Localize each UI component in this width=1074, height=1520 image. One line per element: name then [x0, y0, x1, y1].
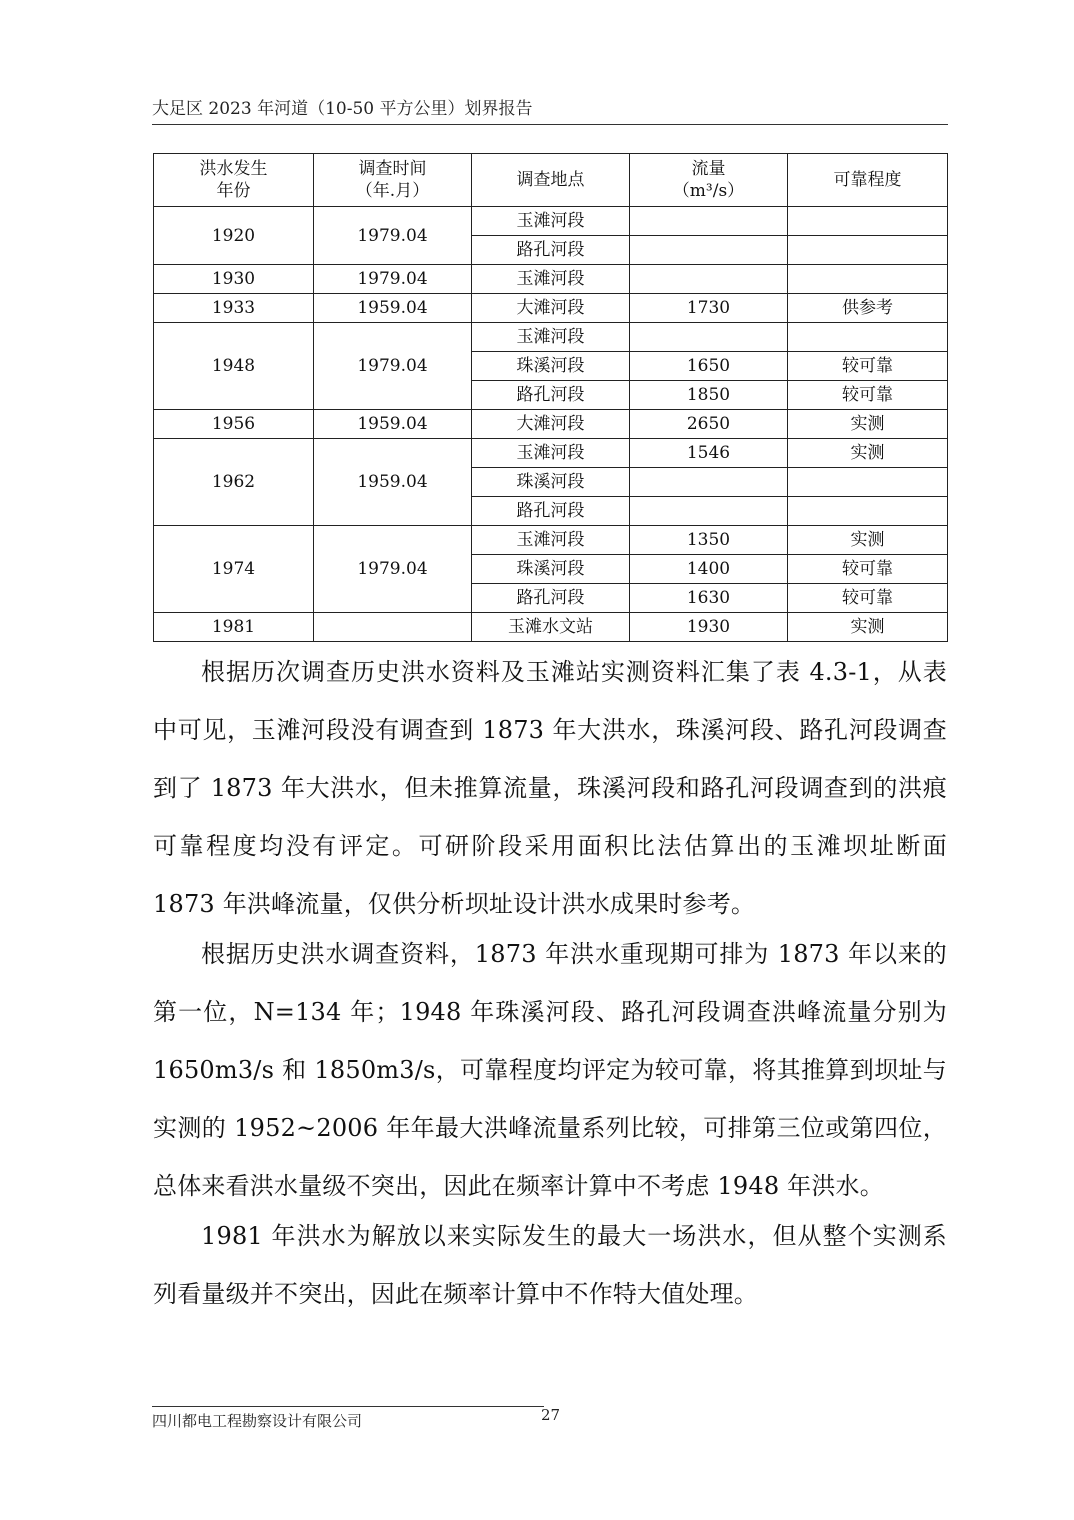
date-cell: 1959.04 [314, 410, 472, 439]
flow-cell: 1850 [630, 381, 788, 410]
header-date-line1: 调查时间 [358, 159, 427, 179]
location-cell: 路孔河段 [472, 497, 630, 526]
year-cell: 1974 [154, 526, 314, 613]
table-row [154, 294, 948, 323]
date-cell [314, 613, 472, 642]
reliability-cell [788, 236, 948, 265]
location-cell: 玉滩河段 [472, 265, 630, 294]
reliability-cell: 较可靠 [788, 584, 948, 613]
header-year [154, 154, 314, 207]
location-cell: 玉滩水文站 [472, 613, 630, 642]
flow-cell [630, 497, 788, 526]
reliability-cell: 实测 [788, 410, 948, 439]
header-year-line2: 年份 [216, 181, 251, 201]
flow-cell: 1930 [630, 613, 788, 642]
location-cell: 路孔河段 [472, 381, 630, 410]
flow-cell [630, 323, 788, 352]
reliability-cell [788, 265, 948, 294]
header-date-line2: （年.月） [355, 181, 430, 201]
year-cell: 1930 [154, 265, 314, 294]
location-cell: 珠溪河段 [472, 555, 630, 584]
location-cell: 路孔河段 [472, 584, 630, 613]
year-cell: 1920 [154, 207, 314, 265]
footer-company: 四川都电工程勘察设计有限公司 [152, 1412, 363, 1430]
table-row [154, 526, 948, 555]
flow-cell: 1630 [630, 584, 788, 613]
flow-cell: 1350 [630, 526, 788, 555]
header-date [314, 154, 472, 207]
table-row [154, 439, 948, 468]
reliability-cell [788, 497, 948, 526]
flow-cell: 1650 [630, 352, 788, 381]
reliability-cell: 供参考 [788, 294, 948, 323]
reliability-cell: 较可靠 [788, 381, 948, 410]
flow-cell: 1546 [630, 439, 788, 468]
table-row [154, 323, 948, 352]
year-cell: 1948 [154, 323, 314, 410]
date-cell: 1959.04 [314, 294, 472, 323]
date-cell: 1979.04 [314, 323, 472, 410]
body-paragraph-1: 根据历次调查历史洪水资料及玉滩站实测资料汇集了表 4.3-1，从表中可见，玉滩河段没有调查到 1873 年大洪水，珠溪河段、路孔河段调查到了 1873 年大洪水，但未推算流量，珠溪河段和路孔河段调查到的洪痕可靠程度均没有评定。可研阶段采用面积比法估算出的玉滩坝址断面 1873 年洪峰流量，仅供分析坝址设计洪水成果时参考。 [153, 658, 947, 918]
reliability-cell [788, 323, 948, 352]
location-cell: 大滩河段 [472, 294, 630, 323]
flow-cell [630, 265, 788, 294]
flow-cell: 2650 [630, 410, 788, 439]
date-cell: 1959.04 [314, 439, 472, 526]
year-cell: 1933 [154, 294, 314, 323]
header-flow-line2: （m³/s） [672, 181, 745, 201]
flow-cell [630, 207, 788, 236]
location-cell: 玉滩河段 [472, 323, 630, 352]
location-cell: 大滩河段 [472, 410, 630, 439]
reliability-cell: 实测 [788, 526, 948, 555]
reliability-cell [788, 207, 948, 236]
table-row [154, 410, 948, 439]
reliability-cell [788, 468, 948, 497]
flow-cell: 1400 [630, 555, 788, 584]
header-reliability: 可靠程度 [788, 154, 948, 207]
reliability-cell: 较可靠 [788, 352, 948, 381]
header-flow-line1: 流量 [691, 159, 726, 179]
year-cell: 1981 [154, 613, 314, 642]
location-cell: 珠溪河段 [472, 352, 630, 381]
header-year-line1: 洪水发生 [199, 159, 268, 179]
reliability-cell: 实测 [788, 613, 948, 642]
location-cell: 玉滩河段 [472, 526, 630, 555]
flow-cell [630, 468, 788, 497]
location-cell: 玉滩河段 [472, 439, 630, 468]
flow-cell: 1730 [630, 294, 788, 323]
footer-rule [152, 1406, 544, 1407]
year-cell: 1956 [154, 410, 314, 439]
table-row [154, 265, 948, 294]
reliability-cell: 较可靠 [788, 555, 948, 584]
location-cell: 玉滩河段 [472, 207, 630, 236]
date-cell: 1979.04 [314, 265, 472, 294]
table-row [154, 207, 948, 236]
running-header: 大足区 2023 年河道（10-50 平方公里）划界报告 [152, 99, 533, 119]
table-row [154, 613, 948, 642]
year-cell: 1962 [154, 439, 314, 526]
date-cell: 1979.04 [314, 526, 472, 613]
body-paragraph-3: 1981 年洪水为解放以来实际发生的最大一场洪水，但从整个实测系列看量级并不突出，因此在频率计算中不作特大值处理。 [153, 1222, 947, 1308]
flow-cell [630, 236, 788, 265]
header-location: 调查地点 [472, 154, 630, 207]
body-paragraph-2: 根据历史洪水调查资料，1873 年洪水重现期可排为 1873 年以来的第一位，N=134 年；1948 年珠溪河段、路孔河段调查洪峰流量分别为 1650m3/s 和 1850m3/s，可靠程度均评定为较可靠，将其推算到坝址与实测的 1952~2006 年年最大洪峰流量系列比较，可排第三位或第四位，总体来看洪水量级不突出，因此在频率计算中不考虑 1948 年洪水。 [153, 940, 947, 1200]
header-flow [630, 154, 788, 207]
location-cell: 珠溪河段 [472, 468, 630, 497]
page-number: 27 [541, 1406, 561, 1424]
location-cell: 路孔河段 [472, 236, 630, 265]
date-cell: 1979.04 [314, 207, 472, 265]
flood-survey-table [153, 153, 948, 642]
table-header-row [154, 154, 948, 207]
reliability-cell: 实测 [788, 439, 948, 468]
header-rule [152, 124, 948, 125]
